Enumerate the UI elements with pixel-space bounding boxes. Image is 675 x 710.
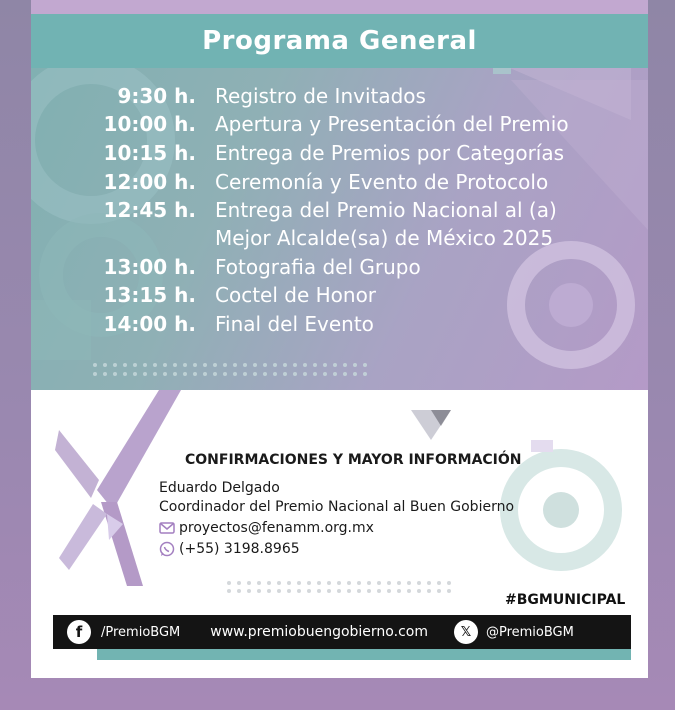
schedule-time: 9:30 h. bbox=[117, 84, 196, 108]
x-twitter-icon[interactable]: 𝕏 bbox=[454, 620, 478, 644]
schedule-time: 10:00 h. bbox=[103, 112, 196, 136]
schedule-time: 13:00 h. bbox=[103, 255, 196, 279]
page-title: Programa General bbox=[202, 26, 477, 56]
schedule-time: 12:45 h. bbox=[103, 198, 196, 222]
footer-accent-line bbox=[97, 649, 631, 660]
hashtag: #BGMUNICIPAL bbox=[505, 592, 626, 608]
schedule-event: Registro de Invitados bbox=[215, 84, 426, 108]
schedule-time: 13:15 h. bbox=[103, 283, 196, 307]
schedule-row bbox=[31, 84, 648, 112]
schedule-row bbox=[31, 255, 648, 283]
schedule-event: Fotografia del Grupo bbox=[215, 255, 421, 279]
social-footer bbox=[53, 615, 631, 649]
contact-email[interactable]: proyectos@fenamm.org.mx bbox=[179, 520, 374, 536]
schedule-row-continuation bbox=[31, 226, 648, 254]
dot-pattern-bottom bbox=[225, 580, 485, 594]
schedule-event: Final del Evento bbox=[215, 312, 374, 336]
schedule-row bbox=[31, 283, 648, 311]
schedule-row bbox=[31, 141, 648, 169]
facebook-icon[interactable]: f bbox=[67, 620, 91, 644]
twitter-handle[interactable]: @PremioBGM bbox=[485, 624, 574, 640]
contact-phone[interactable]: (+55) 3198.8965 bbox=[179, 541, 300, 557]
contact-panel bbox=[31, 390, 648, 678]
contact-heading: CONFIRMACIONES Y MAYOR INFORMACIÓN bbox=[185, 452, 522, 468]
schedule-event: Coctel de Honor bbox=[215, 283, 377, 307]
schedule-time: 10:15 h. bbox=[103, 141, 196, 165]
schedule-event: Entrega del Premio Nacional al (a) bbox=[215, 198, 557, 222]
schedule-row bbox=[31, 312, 648, 340]
schedule-time: 12:00 h. bbox=[103, 170, 196, 194]
schedule-event: Ceremonía y Evento de Protocolo bbox=[215, 170, 549, 194]
schedule-event: Apertura y Presentación del Premio bbox=[215, 112, 569, 136]
contact-role: Coordinador del Premio Nacional al Buen Gobierno bbox=[159, 499, 515, 515]
schedule-time: 14:00 h. bbox=[103, 312, 196, 336]
facebook-handle[interactable]: /PremioBGM bbox=[101, 624, 181, 640]
contact-name: Eduardo Delgado bbox=[159, 480, 280, 496]
schedule-row bbox=[31, 112, 648, 140]
schedule-row bbox=[31, 198, 648, 226]
schedule-event-line2: Mejor Alcalde(sa) de México 2025 bbox=[215, 226, 554, 250]
website-link[interactable]: www.premiobuengobierno.com bbox=[210, 624, 428, 640]
mail-icon bbox=[159, 522, 175, 534]
schedule-event: Entrega de Premios por Categorías bbox=[215, 141, 565, 165]
invitation-card bbox=[31, 0, 648, 678]
schedule-panel bbox=[31, 0, 648, 390]
schedule-row bbox=[31, 170, 648, 198]
decorative-shapes-bottom bbox=[411, 400, 641, 590]
whatsapp-icon bbox=[159, 541, 175, 557]
dot-pattern bbox=[91, 360, 381, 380]
contact-email-row[interactable] bbox=[159, 520, 374, 536]
title-banner bbox=[31, 14, 648, 68]
contact-phone-row[interactable] bbox=[159, 541, 300, 557]
